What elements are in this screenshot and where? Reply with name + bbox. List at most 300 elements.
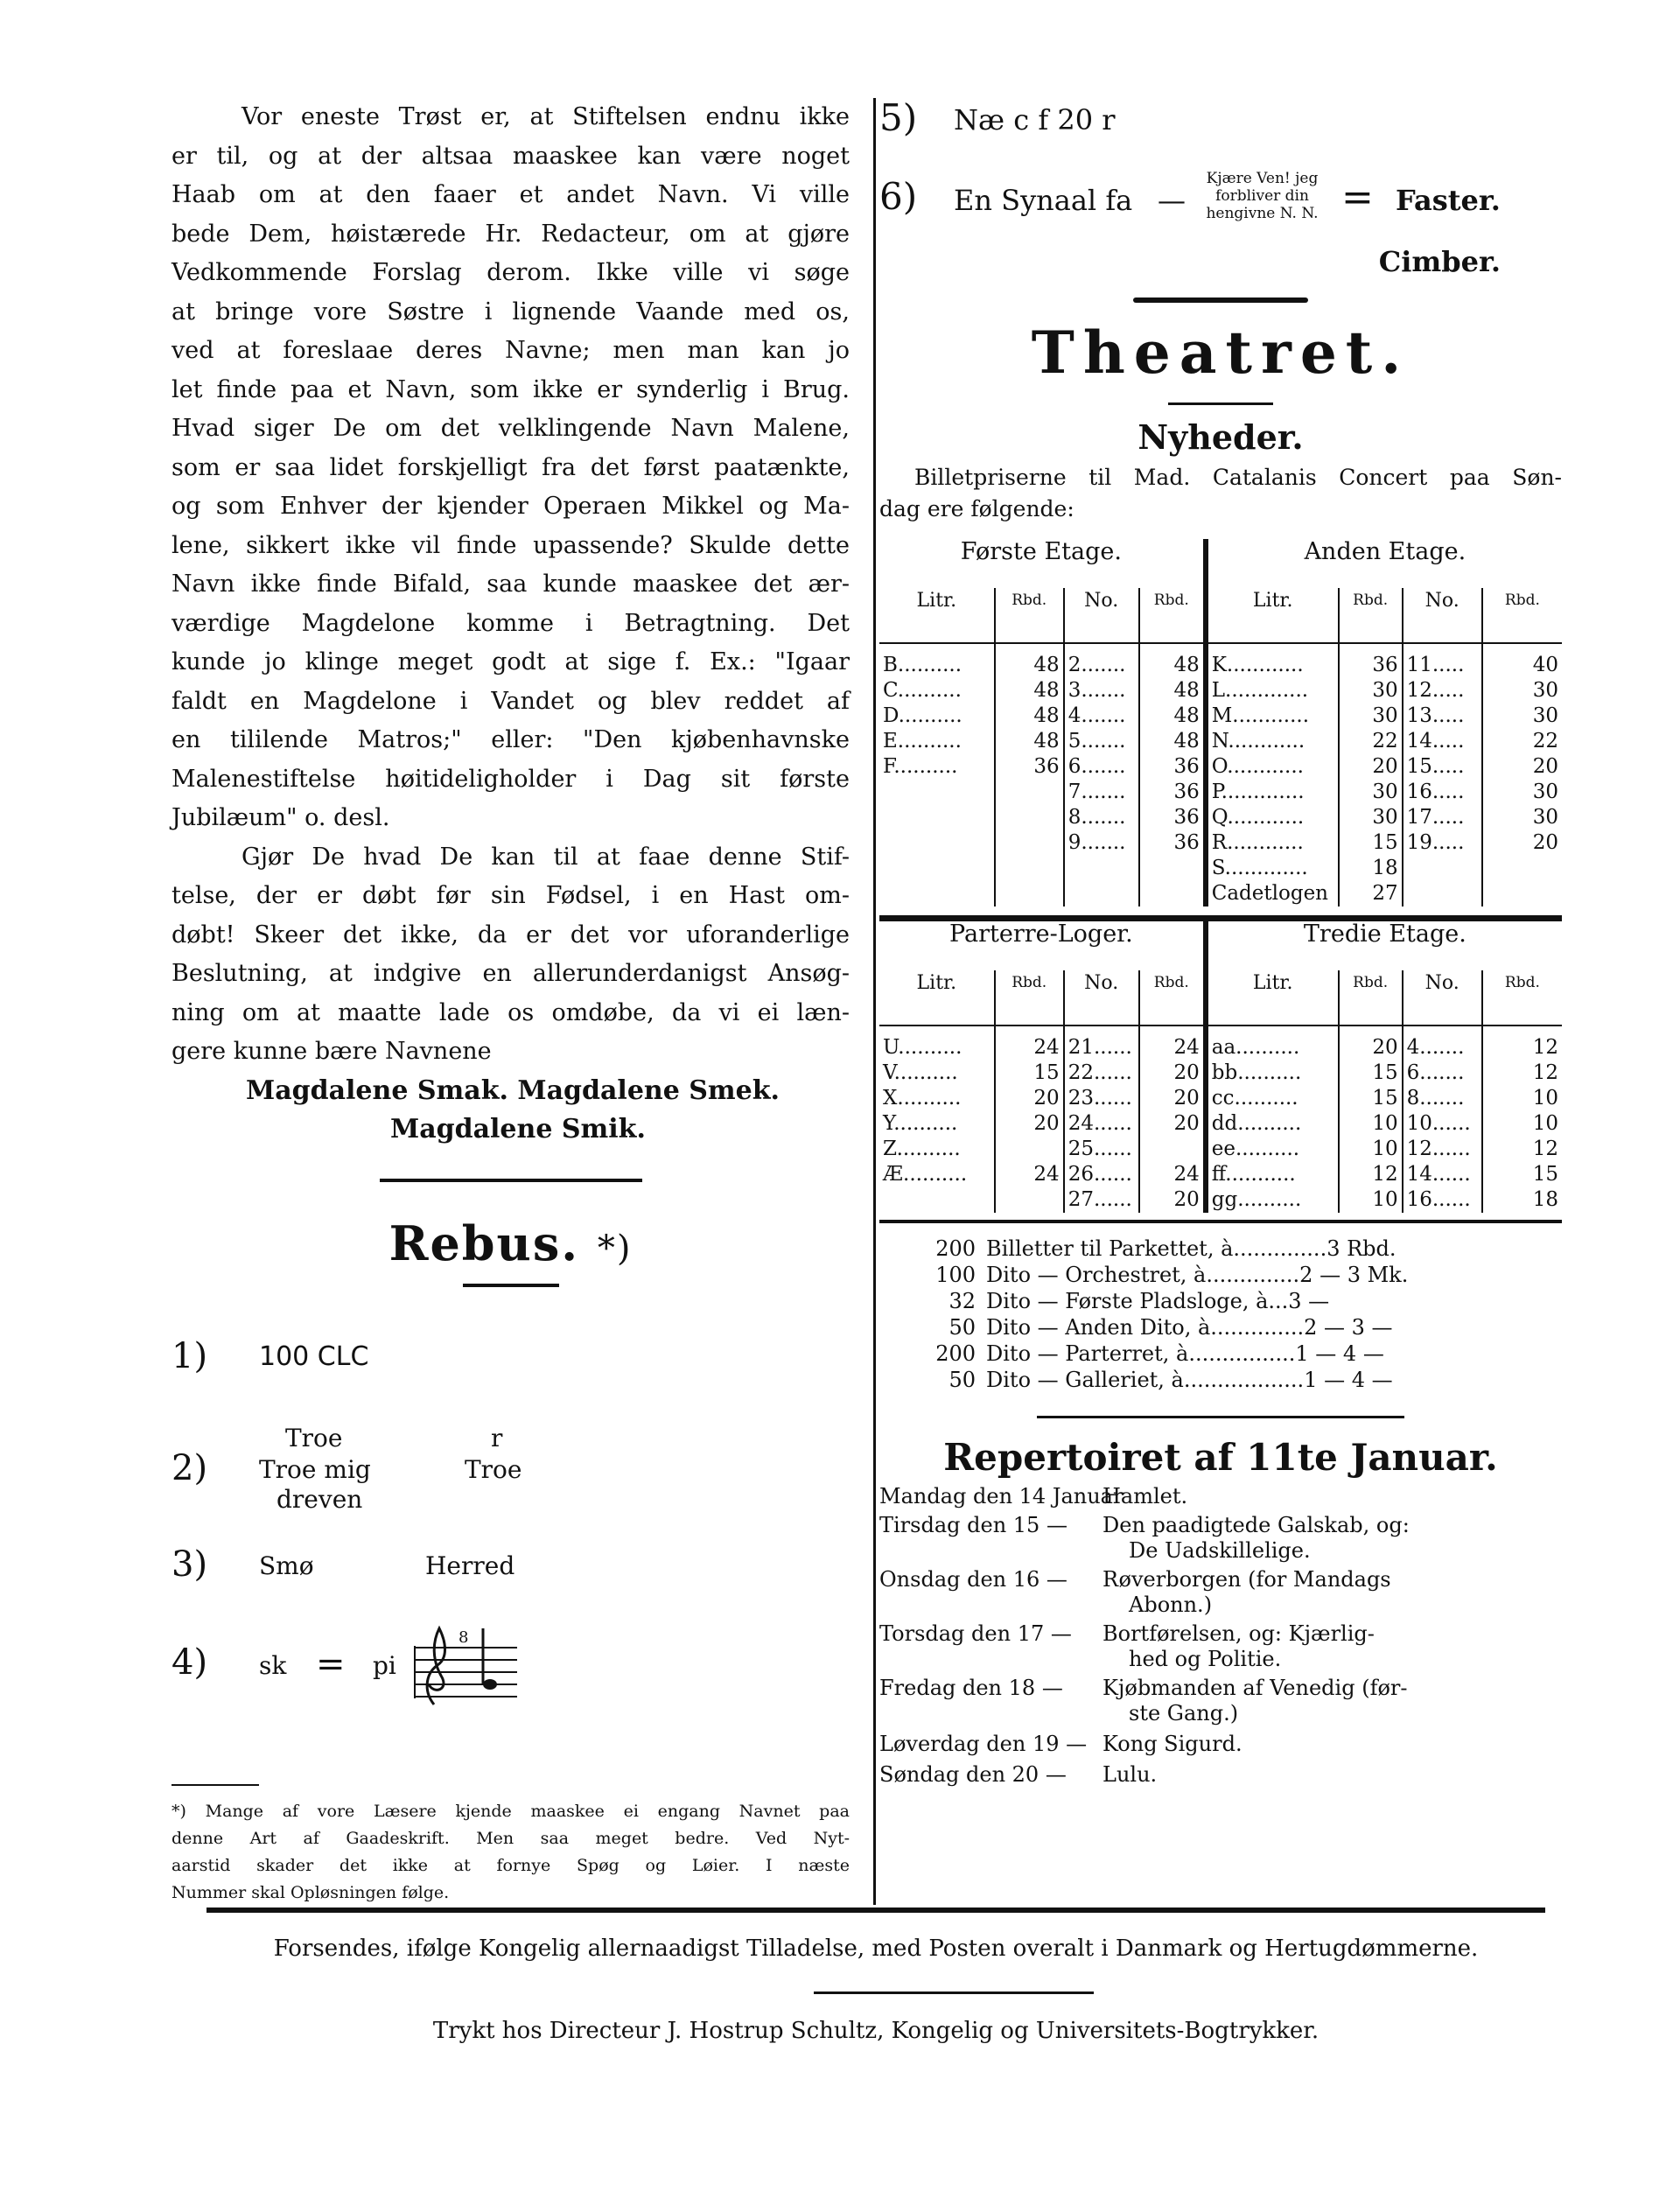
text-line: Nummer skal Opløsningen følge. bbox=[172, 1882, 450, 1902]
ticket-summary bbox=[879, 1236, 1562, 1393]
seat-price: 24 bbox=[995, 1162, 1064, 1187]
seat-label: 24...... bbox=[1064, 1111, 1139, 1137]
seat-price bbox=[995, 805, 1064, 830]
footer-printer: Trykt hos Directeur J. Hostrup Schultz, Kongelig og Universitets-Bogtrykker. bbox=[432, 2018, 1320, 2044]
signature-line-1: Magdalene Smak. Magdalene Smek. bbox=[246, 1074, 780, 1106]
text-line: faldt en Magdelone i Vandet og blev reddet af bbox=[172, 687, 850, 715]
seat-label: 21...... bbox=[1064, 1026, 1139, 1060]
price-table-2-body bbox=[879, 1026, 1562, 1213]
price-table-1-body bbox=[879, 643, 1562, 906]
ticket-count: 200 bbox=[935, 1236, 976, 1261]
repertoire-day: Løverdag den 19 — bbox=[879, 1732, 1088, 1756]
seat-label: F.......... bbox=[883, 755, 958, 778]
rebus-number: 4) bbox=[172, 1642, 208, 1683]
seat-label: ee.......... bbox=[1206, 1137, 1339, 1162]
seat-label: K............ bbox=[1206, 643, 1339, 678]
seat-label: 9....... bbox=[1064, 830, 1139, 856]
section-rule bbox=[380, 1179, 642, 1182]
seat-price: 15 bbox=[1339, 1086, 1403, 1111]
seat-price: 10 bbox=[1339, 1137, 1403, 1162]
seat-label bbox=[1064, 856, 1139, 881]
equals-sign: = bbox=[1341, 175, 1374, 220]
seat-label bbox=[879, 830, 995, 856]
seat-price: 36 bbox=[1339, 643, 1403, 678]
ticket-text: Dito — Orchestret, à..............2 — 3 Mk. bbox=[986, 1263, 1409, 1287]
play-title: Kong Sigurd. bbox=[1102, 1732, 1242, 1756]
seat-label: ff........... bbox=[1206, 1162, 1339, 1187]
seat-price: 48 bbox=[1139, 678, 1206, 704]
news-subtitle: Nyheder. bbox=[1138, 417, 1304, 457]
seat-price bbox=[1482, 856, 1562, 881]
ticket-row bbox=[923, 1288, 1562, 1314]
rebus-item-5 bbox=[879, 96, 1562, 175]
seat-label: Y.......... bbox=[883, 1112, 958, 1135]
seat-price: 22 bbox=[1339, 729, 1403, 754]
text-line: og som Enhver der kjender Operaen Mikkel og Ma- bbox=[172, 493, 850, 520]
play-title: Kjøbmanden af Venedig (før- bbox=[1102, 1676, 1408, 1700]
seat-label: 7....... bbox=[1064, 780, 1139, 805]
text-line: gere kunne bære Navnene bbox=[172, 1038, 492, 1065]
text-line: Gjør De hvad De kan til at faae denne Stif- bbox=[242, 843, 850, 871]
price-row bbox=[879, 1086, 1562, 1111]
seat-label: gg.......... bbox=[1206, 1187, 1339, 1213]
rebus-number: 1) bbox=[172, 1335, 208, 1376]
seat-label: X.......... bbox=[883, 1087, 962, 1110]
seat-label: 26...... bbox=[1064, 1162, 1139, 1187]
rebus-number: 3) bbox=[172, 1544, 208, 1585]
news-intro bbox=[879, 462, 1562, 525]
seat-label: 6....... bbox=[1403, 1060, 1482, 1086]
rebus-item-4 bbox=[172, 1628, 850, 1737]
col-header-no: No. bbox=[1064, 970, 1139, 1026]
column-divider bbox=[873, 98, 876, 1905]
seat-price: 20 bbox=[1339, 754, 1403, 780]
ticket-count: 200 bbox=[935, 1341, 976, 1366]
repertoire-title: Repertoiret af 11te Januar. bbox=[943, 1436, 1498, 1479]
ticket-text: Dito — Parterret, à................1 — 4 — bbox=[986, 1341, 1384, 1366]
text-line: ved at foreslaae deres Navne; men man kan jo bbox=[172, 337, 850, 364]
rebus-dash: — bbox=[1158, 184, 1186, 217]
col-header-no: No. bbox=[1403, 970, 1482, 1026]
seat-price: 15 bbox=[1482, 1162, 1562, 1187]
text-line: en tililende Matros;" eller: "Den kjøbenhavnske bbox=[172, 726, 850, 753]
rebus-clue: 100 CLC bbox=[259, 1340, 369, 1372]
text-line: Vor eneste Trøst er, at Stiftelsen endnu ikke bbox=[242, 103, 850, 130]
etage-header: Første Etage. bbox=[960, 538, 1122, 565]
price-row bbox=[879, 1137, 1562, 1162]
price-row bbox=[879, 1187, 1562, 1213]
left-column bbox=[172, 98, 850, 1907]
seat-label: 11..... bbox=[1403, 643, 1482, 678]
price-table-1-header bbox=[879, 539, 1562, 588]
seat-price: 22 bbox=[1482, 729, 1562, 754]
seat-label: 8....... bbox=[1064, 805, 1139, 830]
seat-price bbox=[1139, 1137, 1206, 1162]
music-staff-icon bbox=[408, 1621, 522, 1709]
price-row bbox=[879, 678, 1562, 704]
seat-label: O............ bbox=[1206, 754, 1339, 780]
repertoire-day: Mandag den 14 Januar bbox=[879, 1484, 1124, 1508]
seat-label: 13..... bbox=[1403, 704, 1482, 729]
seat-price: 20 bbox=[1139, 1111, 1206, 1137]
rebus-clue: Troe mig bbox=[259, 1454, 371, 1484]
seat-label: 12...... bbox=[1403, 1137, 1482, 1162]
price-row bbox=[879, 729, 1562, 754]
text-line: Billetpriserne til Mad. Catalanis Concert paa Søn- bbox=[914, 465, 1562, 490]
text-line: Malenestiftelse høitideligholder i Dag sit første bbox=[172, 765, 850, 793]
ticket-count: 32 bbox=[948, 1289, 976, 1313]
seat-label: 17..... bbox=[1403, 805, 1482, 830]
seat-price: 20 bbox=[1139, 1187, 1206, 1213]
seat-price: 10 bbox=[1482, 1086, 1562, 1111]
rebus-clue: r bbox=[491, 1423, 503, 1452]
signature-line-2: Magdalene Smik. bbox=[390, 1113, 646, 1144]
theatre-title: Theatret. bbox=[1031, 318, 1410, 387]
rebus-stack-line: Kjære Ven! jeg bbox=[1206, 170, 1319, 187]
price-row bbox=[879, 1111, 1562, 1137]
rebus-clue: En Synaal fa bbox=[954, 184, 1133, 217]
letter-paragraph-1 bbox=[172, 98, 850, 838]
price-row bbox=[879, 1026, 1562, 1060]
seat-price: 48 bbox=[995, 729, 1064, 754]
text-line: er til, og at der altsaa maaskee kan være noget bbox=[172, 142, 850, 170]
footer-rule bbox=[206, 1908, 1545, 1913]
text-line: aarstid skader det ikke at fornye Spøg og Løier. I næste bbox=[172, 1855, 850, 1875]
seat-price: 36 bbox=[1139, 830, 1206, 856]
seat-label: R............ bbox=[1206, 830, 1339, 856]
repertoire-play bbox=[1102, 1732, 1562, 1757]
seat-price: 20 bbox=[1339, 1026, 1403, 1060]
seat-label: V.......... bbox=[883, 1061, 958, 1084]
etage-header: Parterre-Loger. bbox=[949, 920, 1133, 948]
seat-label: E.......... bbox=[883, 730, 962, 752]
text-line: dag ere følgende: bbox=[879, 496, 1074, 522]
repertoire-play bbox=[1102, 1676, 1562, 1726]
seat-price bbox=[995, 1187, 1064, 1213]
ticket-count: 50 bbox=[948, 1315, 976, 1340]
rebus-stack-line: hengivne N. N. bbox=[1206, 205, 1319, 222]
seat-price bbox=[995, 830, 1064, 856]
seat-label: 23...... bbox=[1064, 1086, 1139, 1111]
col-header-rbd: Rbd. bbox=[1339, 588, 1403, 643]
text-line: Beslutning, at indgive en allerunderdanigst Ansøg- bbox=[172, 960, 850, 987]
play-title-cont: De Uadskillelige. bbox=[1129, 1538, 1311, 1563]
text-line: værdige Magdelone komme i Betragtning. Det bbox=[172, 609, 850, 637]
seat-price: 24 bbox=[1139, 1162, 1206, 1187]
text-line: Hvad siger De om det velklingende Navn Malene, bbox=[172, 415, 850, 442]
rebus-item-3 bbox=[172, 1536, 850, 1632]
seat-label: U.......... bbox=[883, 1036, 962, 1059]
seat-label: bb.......... bbox=[1206, 1060, 1339, 1086]
price-table-2-header bbox=[879, 921, 1562, 970]
repertoire-row bbox=[879, 1484, 1562, 1509]
col-header-litr: Litr. bbox=[1206, 970, 1339, 1026]
play-title: Den paadigtede Galskab, og: bbox=[1102, 1513, 1410, 1537]
rebus-clue: dreven bbox=[276, 1484, 363, 1514]
play-title: Røverborgen (for Mandags bbox=[1102, 1567, 1391, 1592]
col-header-rbd: Rbd. bbox=[1482, 588, 1562, 643]
col-header-litr: Litr. bbox=[1206, 588, 1339, 643]
author-signature: Cimber. bbox=[1378, 245, 1501, 278]
text-line: døbt! Skeer det ikke, da er det vor uforanderlige bbox=[172, 920, 850, 948]
seat-price: 18 bbox=[1339, 856, 1403, 881]
repertoire-play bbox=[1102, 1621, 1562, 1672]
price-row bbox=[879, 1162, 1562, 1187]
seat-price bbox=[1139, 881, 1206, 906]
seat-price bbox=[1139, 856, 1206, 881]
seat-label: Z.......... bbox=[883, 1138, 961, 1160]
seat-price: 30 bbox=[1339, 805, 1403, 830]
seat-label: 19..... bbox=[1403, 830, 1482, 856]
rebus-clue: Faster. bbox=[1396, 184, 1501, 217]
footer-distribution-notice: Forsendes, ifølge Kongelig allernaadigst Tilladelse, med Posten overalt i Danmark og Hertugdømmerne. bbox=[273, 1936, 1479, 1962]
seat-price bbox=[995, 780, 1064, 805]
section-separator bbox=[879, 1220, 1562, 1223]
seat-price: 12 bbox=[1339, 1162, 1403, 1187]
seat-label bbox=[879, 780, 995, 805]
ticket-count: 50 bbox=[948, 1368, 976, 1392]
play-title-cont: Abonn.) bbox=[1129, 1592, 1213, 1617]
seat-price: 30 bbox=[1482, 678, 1562, 704]
text-line: let finde paa et Navn, som ikke er synderlig i Brug. bbox=[172, 375, 850, 403]
text-line: kunde jo klinge meget godt at sige f. Ex.: "Igaar bbox=[172, 648, 850, 676]
seat-price: 36 bbox=[995, 754, 1064, 780]
rebus-clue: Troe bbox=[285, 1423, 343, 1452]
seat-label: 12..... bbox=[1403, 678, 1482, 704]
seat-label: Q............ bbox=[1206, 805, 1339, 830]
rebus-footnote-mark: *) bbox=[597, 1228, 633, 1269]
col-header-rbd: Rbd. bbox=[1139, 970, 1206, 1026]
svg-text:8: 8 bbox=[458, 1628, 469, 1647]
seat-price: 30 bbox=[1339, 678, 1403, 704]
repertoire-list bbox=[879, 1484, 1562, 1788]
section-rule bbox=[1037, 1416, 1404, 1418]
seat-label bbox=[879, 1187, 995, 1213]
seat-label: 2....... bbox=[1064, 643, 1139, 678]
repertoire-play bbox=[1102, 1513, 1562, 1564]
seat-price bbox=[995, 856, 1064, 881]
text-line: Vedkommende Forslag derom. Ikke ville vi søge bbox=[172, 259, 850, 286]
text-line: Navn ikke finde Bifald, saa kunde maaskee det ær- bbox=[172, 570, 850, 598]
seat-price: 20 bbox=[995, 1111, 1064, 1137]
seat-price: 48 bbox=[995, 678, 1064, 704]
seat-price bbox=[995, 881, 1064, 906]
rebus-clue: Troe bbox=[465, 1454, 522, 1484]
seat-price: 40 bbox=[1482, 643, 1562, 678]
seat-label: 14..... bbox=[1403, 729, 1482, 754]
rebus-stack bbox=[1186, 170, 1339, 222]
rebus-item-2 bbox=[172, 1424, 850, 1536]
repertoire-day: Søndag den 20 — bbox=[879, 1762, 1067, 1787]
rebus-number: 5) bbox=[879, 96, 918, 139]
repertoire-day: Tirsdag den 15 — bbox=[879, 1513, 1068, 1537]
seat-label bbox=[1403, 856, 1482, 881]
col-header-no: No. bbox=[1403, 588, 1482, 643]
rebus-footnote bbox=[172, 1798, 850, 1907]
seat-label bbox=[1403, 881, 1482, 906]
seat-label: Æ.......... bbox=[883, 1163, 968, 1186]
rebus-title-text: Rebus. bbox=[388, 1214, 580, 1271]
rebus-title bbox=[172, 1215, 850, 1271]
seat-price: 20 bbox=[1139, 1060, 1206, 1086]
play-title-cont: hed og Politie. bbox=[1129, 1647, 1282, 1671]
seat-price: 36 bbox=[1139, 805, 1206, 830]
seat-price: 24 bbox=[1139, 1026, 1206, 1060]
rebus-clue: Smø bbox=[259, 1550, 314, 1580]
rebus-number: 6) bbox=[879, 175, 918, 218]
seat-price: 48 bbox=[1139, 729, 1206, 754]
seat-label: D.......... bbox=[883, 704, 962, 727]
column-headers bbox=[879, 970, 1562, 1026]
seat-price: 10 bbox=[1339, 1111, 1403, 1137]
ticket-row bbox=[923, 1340, 1562, 1367]
seat-label: Cadetlogen bbox=[1206, 881, 1339, 906]
seat-price: 18 bbox=[1482, 1187, 1562, 1213]
col-header-rbd: Rbd. bbox=[1139, 588, 1206, 643]
etage-header: Anden Etage. bbox=[1206, 539, 1562, 588]
ticket-text: Dito — Første Pladsloge, à...3 — bbox=[986, 1289, 1330, 1313]
text-line: telse, der er døbt før sin Fødsel, i en Hast om- bbox=[172, 882, 850, 909]
repertoire-row bbox=[879, 1762, 1562, 1788]
seat-price: 20 bbox=[1482, 830, 1562, 856]
price-table-1 bbox=[879, 539, 1562, 906]
seat-price: 12 bbox=[1482, 1137, 1562, 1162]
seat-label: 10...... bbox=[1403, 1111, 1482, 1137]
seat-price bbox=[1482, 881, 1562, 906]
text-line: *) Mange af vore Læsere kjende maaskee ei engang Navnet paa bbox=[172, 1801, 850, 1821]
price-row bbox=[879, 704, 1562, 729]
text-line: denne Art af Gaadeskrift. Men saa meget bedre. Ved Nyt- bbox=[172, 1828, 850, 1848]
play-title: Lulu. bbox=[1102, 1762, 1158, 1787]
rebus-item-6 bbox=[879, 170, 1562, 245]
seat-price: 20 bbox=[995, 1086, 1064, 1111]
seat-label: B.......... bbox=[883, 654, 962, 676]
seat-price: 48 bbox=[995, 643, 1064, 678]
right-column bbox=[879, 96, 1562, 1788]
seat-label: 16..... bbox=[1403, 780, 1482, 805]
seat-price: 10 bbox=[1339, 1187, 1403, 1213]
price-row bbox=[879, 780, 1562, 805]
repertoire-play bbox=[1102, 1567, 1562, 1618]
seat-label: 8....... bbox=[1403, 1086, 1482, 1111]
seat-label: 14...... bbox=[1403, 1162, 1482, 1187]
seat-label: aa.......... bbox=[1206, 1026, 1339, 1060]
repertoire-row bbox=[879, 1732, 1562, 1757]
seat-label: C.......... bbox=[883, 679, 962, 702]
ticket-row bbox=[923, 1314, 1562, 1340]
repertoire-day: Torsdag den 17 — bbox=[879, 1621, 1072, 1646]
rebus-title-rule bbox=[463, 1284, 559, 1287]
text-line: lene, sikkert ikke vil finde upassende? Skulde dette bbox=[172, 531, 850, 559]
repertoire-day: Fredag den 18 — bbox=[879, 1676, 1063, 1700]
rebus-clue: pi bbox=[373, 1650, 396, 1680]
play-title: Bortførelsen, og: Kjærlig- bbox=[1102, 1621, 1375, 1646]
repertoire-play bbox=[1102, 1762, 1562, 1788]
price-row bbox=[879, 881, 1562, 906]
seat-label: 4....... bbox=[1064, 704, 1139, 729]
col-header-rbd: Rbd. bbox=[995, 588, 1064, 643]
seat-price: 20 bbox=[1482, 754, 1562, 780]
col-header-litr: Litr. bbox=[879, 588, 995, 643]
rebus-clue: sk bbox=[259, 1650, 287, 1680]
seat-label bbox=[879, 881, 995, 906]
price-table-2 bbox=[879, 921, 1562, 1213]
ticket-row bbox=[923, 1367, 1562, 1393]
text-line: Haab om at den faaer et andet Navn. Vi ville bbox=[172, 181, 850, 208]
theatre-title-rule bbox=[1168, 402, 1273, 405]
ticket-count: 100 bbox=[935, 1263, 976, 1287]
col-header-litr: Litr. bbox=[879, 970, 995, 1026]
seat-price: 20 bbox=[1139, 1086, 1206, 1111]
seat-label: P............. bbox=[1206, 780, 1339, 805]
seat-label: 16...... bbox=[1403, 1187, 1482, 1213]
footnote-rule bbox=[172, 1784, 259, 1786]
rebus-number: 2) bbox=[172, 1447, 208, 1488]
seat-price: 24 bbox=[995, 1026, 1064, 1060]
seat-price: 30 bbox=[1339, 780, 1403, 805]
seat-label: S............. bbox=[1206, 856, 1339, 881]
ticket-text: Dito — Galleriet, à..................1 — 4 — bbox=[986, 1368, 1393, 1392]
seat-label: 3....... bbox=[1064, 678, 1139, 704]
seat-price: 15 bbox=[995, 1060, 1064, 1086]
rebus-clue: Herred bbox=[425, 1550, 515, 1580]
rebus-list bbox=[172, 1336, 850, 1737]
seat-label: N............ bbox=[1206, 729, 1339, 754]
seat-price: 30 bbox=[1482, 704, 1562, 729]
seat-label bbox=[1064, 881, 1139, 906]
seat-label: M............ bbox=[1206, 704, 1339, 729]
text-line: bede Dem, høistærede Hr. Redacteur, om at gjøre bbox=[172, 220, 850, 248]
seat-label: 27...... bbox=[1064, 1187, 1139, 1213]
seat-price: 10 bbox=[1482, 1111, 1562, 1137]
ticket-text: Billetter til Parkettet, à..............3 Rbd. bbox=[986, 1236, 1396, 1261]
footer-short-rule bbox=[814, 1992, 1094, 1994]
seat-label: 25...... bbox=[1064, 1137, 1139, 1162]
seat-price: 30 bbox=[1482, 780, 1562, 805]
seat-label: 22...... bbox=[1064, 1060, 1139, 1086]
seat-label: L............. bbox=[1206, 678, 1339, 704]
repertoire-play bbox=[1102, 1484, 1562, 1509]
seat-label: dd.......... bbox=[1206, 1111, 1339, 1137]
col-header-rbd: Rbd. bbox=[1339, 970, 1403, 1026]
price-row bbox=[879, 805, 1562, 830]
col-header-rbd: Rbd. bbox=[995, 970, 1064, 1026]
seat-price bbox=[995, 1137, 1064, 1162]
text-line: som er saa lidet forskjelligt fra det først paatænkte, bbox=[172, 453, 850, 481]
play-title: Hamlet. bbox=[1102, 1484, 1188, 1508]
seat-label: cc.......... bbox=[1206, 1086, 1339, 1111]
equals-sign: = bbox=[316, 1643, 346, 1684]
repertoire-row bbox=[879, 1676, 1562, 1726]
seat-price: 15 bbox=[1339, 1060, 1403, 1086]
play-title-cont: ste Gang.) bbox=[1129, 1701, 1239, 1726]
seat-label: 6....... bbox=[1064, 754, 1139, 780]
ticket-row bbox=[923, 1236, 1562, 1262]
seat-price: 36 bbox=[1139, 780, 1206, 805]
repertoire-row bbox=[879, 1621, 1562, 1672]
col-header-rbd: Rbd. bbox=[1482, 970, 1562, 1026]
etage-header: Tredie Etage. bbox=[1206, 921, 1562, 970]
repertoire-day: Onsdag den 16 — bbox=[879, 1567, 1068, 1592]
price-row bbox=[879, 754, 1562, 780]
text-line: ning om at maatte lade os omdøbe, da vi ei læn- bbox=[172, 998, 850, 1026]
price-row bbox=[879, 856, 1562, 881]
seat-price: 30 bbox=[1482, 805, 1562, 830]
text-line: at bringe vore Søstre i lignende Vaande med os, bbox=[172, 298, 850, 326]
seat-label: 15..... bbox=[1403, 754, 1482, 780]
price-row bbox=[879, 643, 1562, 678]
seat-label bbox=[879, 805, 995, 830]
